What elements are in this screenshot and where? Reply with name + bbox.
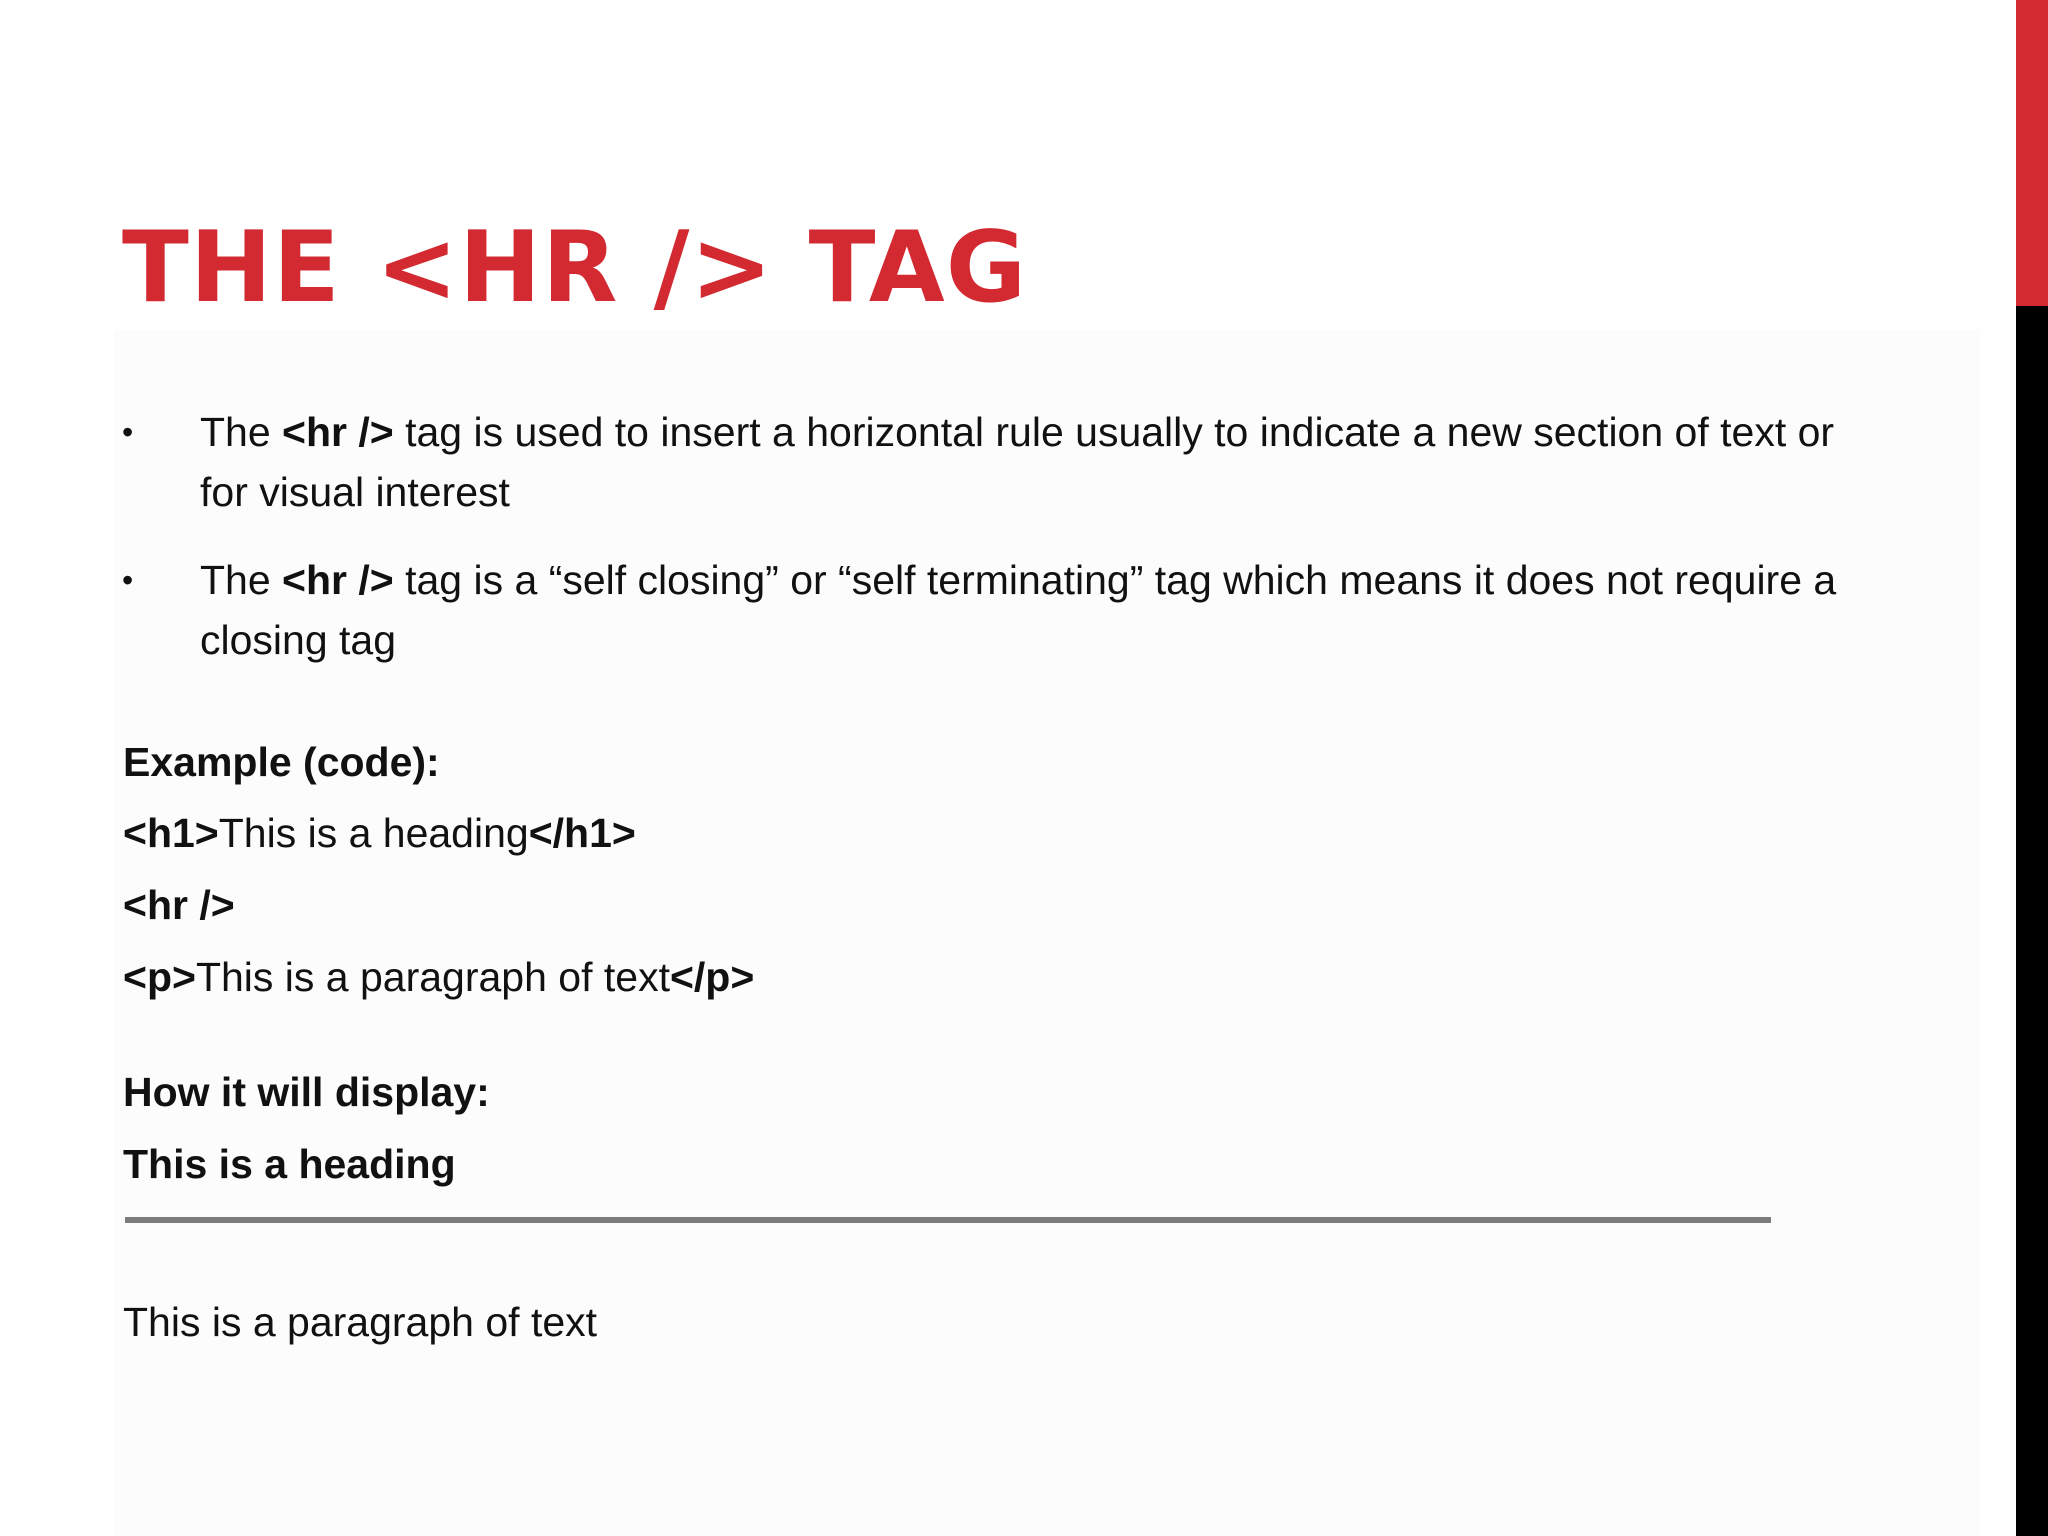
bullet-code: <hr /> <box>282 557 394 603</box>
code-open-tag: <h1> <box>123 810 219 856</box>
bullet-icon: • <box>122 414 134 450</box>
bullet-text-pre: The <box>200 409 283 455</box>
bullet-code: <hr /> <box>282 409 394 455</box>
bullet-item <box>122 550 1842 670</box>
accent-bar-black <box>2016 306 2048 1536</box>
code-close-tag: </h1> <box>528 810 636 856</box>
bullet-item <box>122 402 1842 522</box>
code-open-tag: <hr /> <box>123 882 235 928</box>
horizontal-rule <box>125 1217 1771 1223</box>
code-line-h1 <box>123 803 636 863</box>
display-paragraph: This is a paragraph of text <box>123 1299 598 1345</box>
code-open-tag: <p> <box>123 954 196 1000</box>
display-h1: This is a heading <box>123 1141 456 1187</box>
code-text: This is a paragraph of text <box>195 954 670 1000</box>
bullet-icon: • <box>122 562 134 598</box>
code-close-tag: </p> <box>669 954 755 1000</box>
code-text: This is a heading <box>218 810 529 856</box>
display-heading: How it will display: <box>123 1069 490 1115</box>
bullet-text-post: tag is used to insert a horizontal rule usually to indicate a new section of text or for visual interest <box>200 409 1835 515</box>
accent-bar-red <box>2016 0 2048 306</box>
bullet-text-pre: The <box>200 557 283 603</box>
bullet-list <box>122 402 1842 698</box>
bullet-text-post: tag is a “self closing” or “self terminating” tag which means it does not require a closing tag <box>200 557 1837 663</box>
code-line-hr <box>123 875 235 935</box>
code-line-p <box>123 947 754 1007</box>
example-heading: Example (code): <box>123 739 440 785</box>
slide-title: THE <HR /> TAG <box>122 211 1028 325</box>
